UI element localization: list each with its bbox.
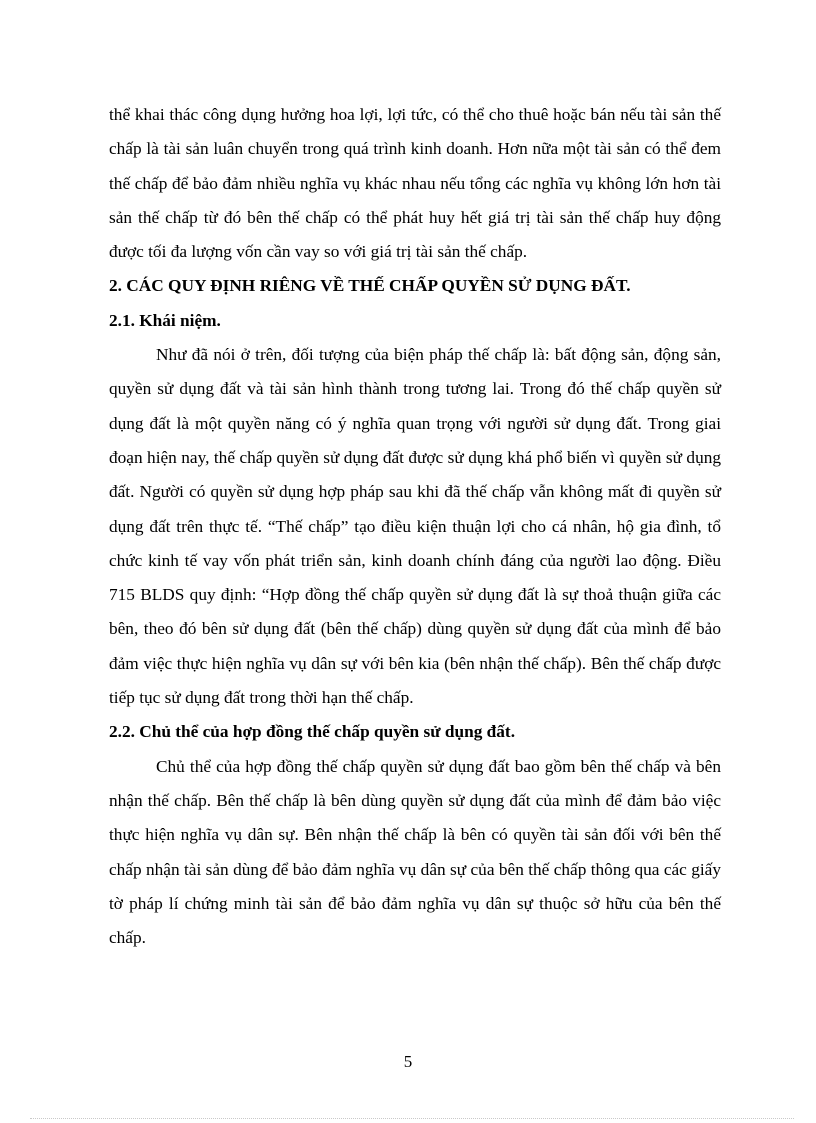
section-2-1-paragraph: Như đã nói ở trên, đối tượng của biện pháp thế chấp là: bất động sản, động sản, quyền sử dụng đất và tài sản hình thành trong tương lai. Trong đó thế chấp quyền sử dụng đất là một quyền năng có ý nghĩa quan trọng với người sử dụng đất. Trong giai đoạn hiện nay, thế chấp quyền sử dụng đất được sử dụng khá phổ biến vì quyền sử dụng đất. Người có quyền sử dụng hợp pháp sau khi đã thế chấp vẫn không mất đi quyền sử dụng đất trên thực tế. “Thế chấp” tạo điều kiện thuận lợi cho cá nhân, hộ gia đình, tổ chức kinh tế vay vốn phát triển sản, kinh doanh chính đáng của người lao động. Điều 715 BLDS quy định: “Hợp đồng thế chấp quyền sử dụng đất là sự thoả thuận giữa các bên, theo đó bên sử dụng đất (bên thế chấp) dùng quyền sử dụng đất của mình để bảo đảm việc thực hiện nghĩa vụ dân sự với bên kia (bên nhận thế chấp). Bên thế chấp được tiếp tục sử dụng đất trong thời hạn thế chấp. — [109, 345, 721, 708]
intro-paragraph: thể khai thác công dụng hưởng hoa lợi, lợi tức, có thể cho thuê hoặc bán nếu tài sản thế chấp là tài sản luân chuyển trong quá trình kinh doanh. Hơn nữa một tài sản có thể đem thế chấp để bảo đảm nhiều nghĩa vụ khác nhau nếu tổng các nghĩa vụ không lớn hơn tài sản thế chấp từ đó bên thế chấp có thể phát huy hết giá trị tài sản thế chấp huy động được tối đa lượng vốn cần vay so với giá trị tài sản thế chấp. — [109, 105, 721, 262]
section-2-heading: 2. CÁC QUY ĐỊNH RIÊNG VỀ THẾ CHẤP QUYỀN SỬ DỤNG ĐẤT. — [109, 276, 631, 296]
document-page — [109, 98, 721, 955]
section-2-1-heading: 2.1. Khái niệm. — [109, 310, 221, 330]
section-2-2-heading: 2.2. Chủ thể của hợp đồng thế chấp quyền sử dụng đất. — [109, 722, 516, 742]
section-2-2-paragraph: Chủ thể của hợp đồng thế chấp quyền sử dụng đất bao gồm bên thế chấp và bên nhận thế chấp. Bên thế chấp là bên dùng quyền sử dụng đất của mình để đảm bảo việc thực hiện nghĩa vụ dân sự. Bên nhận thế chấp là bên có quyền tài sản đối với bên thế chấp nhận tài sản dùng để bảo đảm nghĩa vụ dân sự của bên thế chấp thông qua các giấy tờ pháp lí chứng minh tài sản để bảo đảm nghĩa vụ dân sự thuộc sở hữu của bên thế chấp. — [109, 756, 721, 948]
footer-dotted-rule — [30, 1118, 794, 1119]
page-number: 5 — [403, 1052, 413, 1071]
